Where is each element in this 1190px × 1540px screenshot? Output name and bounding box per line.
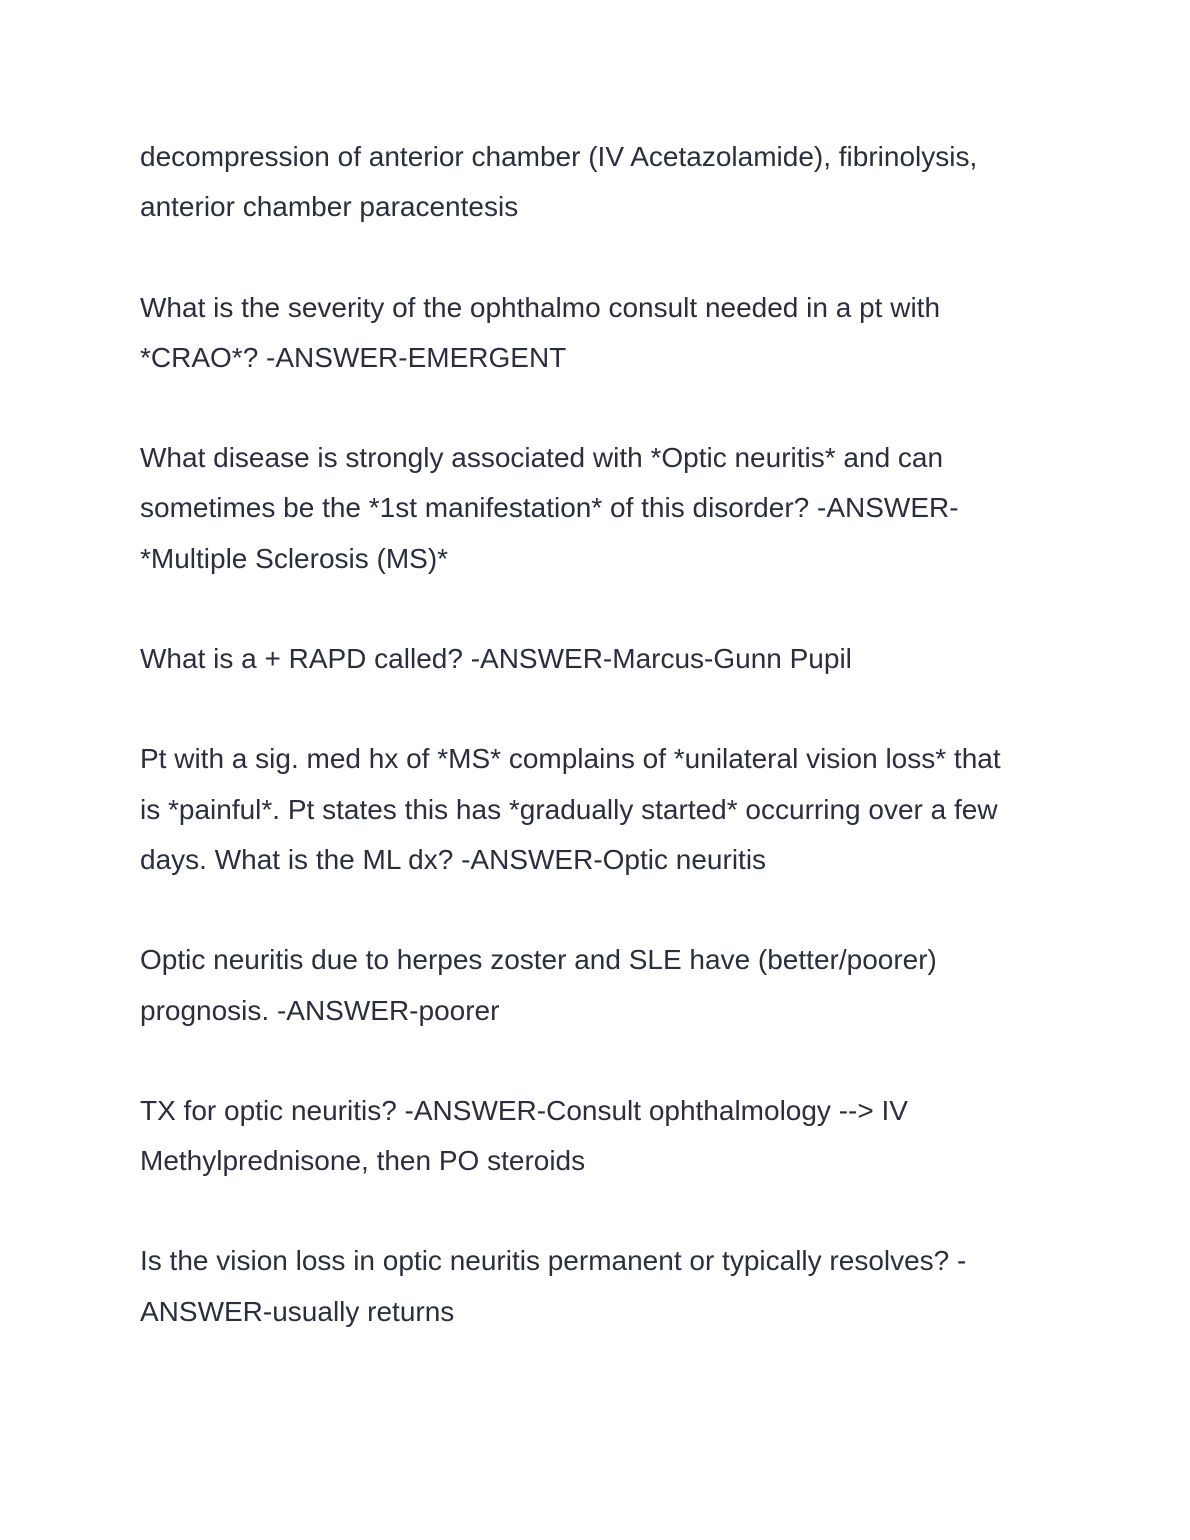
text-line: ANSWER-usually returns [140, 1295, 455, 1327]
flashcard-paragraph-4 [140, 634, 1060, 684]
text-line: *Multiple Sclerosis (MS)* [140, 542, 449, 574]
text-line: prognosis. -ANSWER-poorer [140, 994, 500, 1026]
document-content [140, 132, 1060, 1387]
text-line: TX for optic neuritis? -ANSWER-Consult ophthalmology --> IV [140, 1094, 908, 1126]
text-line: Pt with a sig. med hx of *MS* complains of *unilateral vision loss* that [140, 743, 1001, 775]
flashcard-paragraph-5 [140, 734, 1060, 885]
flashcard-paragraph-1 [140, 132, 1060, 233]
text-line: Methylprednisone, then PO steroids [140, 1145, 586, 1177]
text-line: What is a + RAPD called? -ANSWER-Marcus-Gunn Pupil [140, 643, 852, 675]
flashcard-paragraph-2 [140, 283, 1060, 384]
text-line: Is the vision loss in optic neuritis permanent or typically resolves? - [140, 1245, 967, 1277]
text-line: decompression of anterior chamber (IV Acetazolamide), fibrinolysis, [140, 141, 978, 172]
text-line: What disease is strongly associated with *Optic neuritis* and can [140, 442, 944, 474]
text-line: Optic neuritis due to herpes zoster and SLE have (better/poorer) [140, 944, 937, 976]
text-line: days. What is the ML dx? -ANSWER-Optic neuritis [140, 843, 767, 875]
flashcard-paragraph-3 [140, 433, 1060, 584]
text-line: *CRAO*? -ANSWER-EMERGENT [140, 341, 567, 373]
flashcard-paragraph-7 [140, 1086, 1060, 1187]
flashcard-paragraph-8 [140, 1236, 1060, 1337]
text-line: sometimes be the *1st manifestation* of this disorder? -ANSWER- [140, 492, 959, 524]
text-line: anterior chamber paracentesis [140, 191, 519, 223]
text-line: What is the severity of the ophthalmo consult needed in a pt with [140, 291, 941, 323]
text-line: is *painful*. Pt states this has *gradually started* occurring over a few [140, 793, 998, 825]
flashcard-paragraph-6 [140, 935, 1060, 1036]
